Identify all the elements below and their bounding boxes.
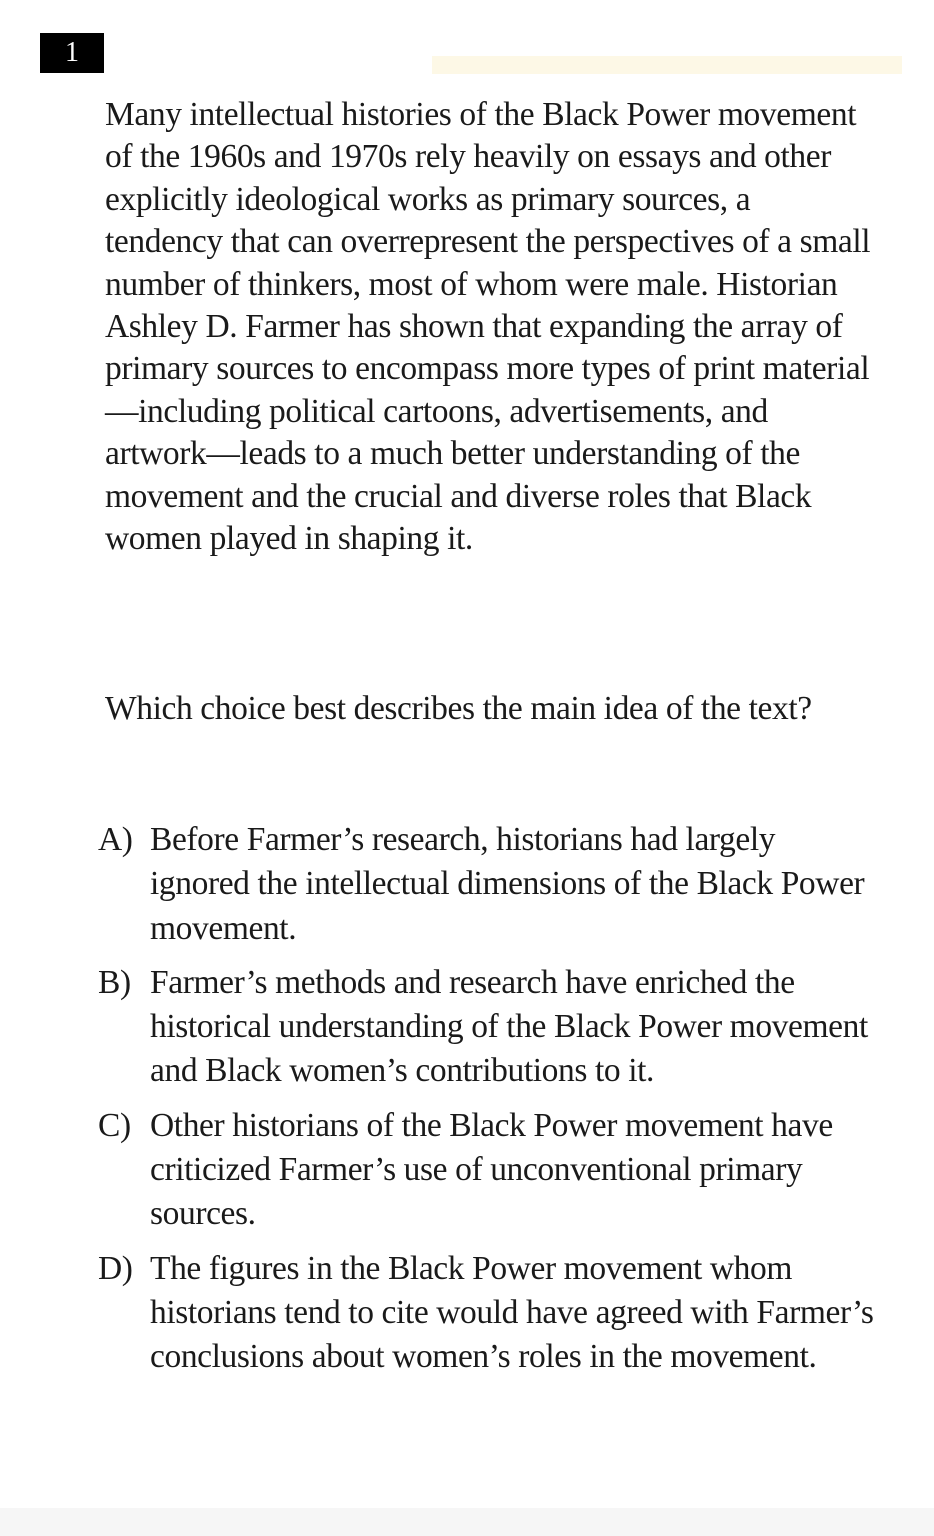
highlight-bar xyxy=(432,56,902,74)
choice-text: Before Farmer’s research, historians had largely ignored the intellectual dimensions of the Black Power movement. xyxy=(150,821,865,947)
choice-c[interactable] xyxy=(98,1104,878,1237)
choice-letter: A) xyxy=(98,821,133,858)
choice-d[interactable] xyxy=(98,1247,878,1380)
choice-text: Farmer’s methods and research have enriched the historical understanding of the Black Power movement and Black women’s contributions to it. xyxy=(150,963,868,1090)
choice-text: The figures in the Black Power movement whom historians tend to cite would have agreed with Farmer’s conclusions about women’s roles in the movement. xyxy=(150,1249,874,1376)
choice-letter: D) xyxy=(98,1249,133,1287)
answer-choices xyxy=(98,818,878,1390)
passage-text: Many intellectual histories of the Black Power movement of the 1960s and 1970s rely heavily on essays and other explicitly ideological works as primary sources, a tendency that can overrepresent the perspectives of a small number of thinkers, most of whom were male. Historian Ashley D. Farmer has shown that expanding the array of primary sources to encompass more types of print material—including political cartoons, advertisements, and artwork—leads to a much better understanding of the movement and the crucial and diverse roles that Black women played in shaping it. xyxy=(105,96,871,558)
choice-text: Other historians of the Black Power movement have criticized Farmer’s use of unconventional primary sources. xyxy=(150,1106,833,1233)
choice-letter: C) xyxy=(98,1106,131,1144)
choice-letter: B) xyxy=(98,963,131,1001)
choice-b[interactable] xyxy=(98,961,878,1094)
question-number-badge: 1 xyxy=(40,33,104,73)
footer-band xyxy=(0,1508,934,1536)
choice-a[interactable] xyxy=(98,818,878,951)
question-prompt: Which choice best describes the main idea of the text? xyxy=(105,690,812,727)
